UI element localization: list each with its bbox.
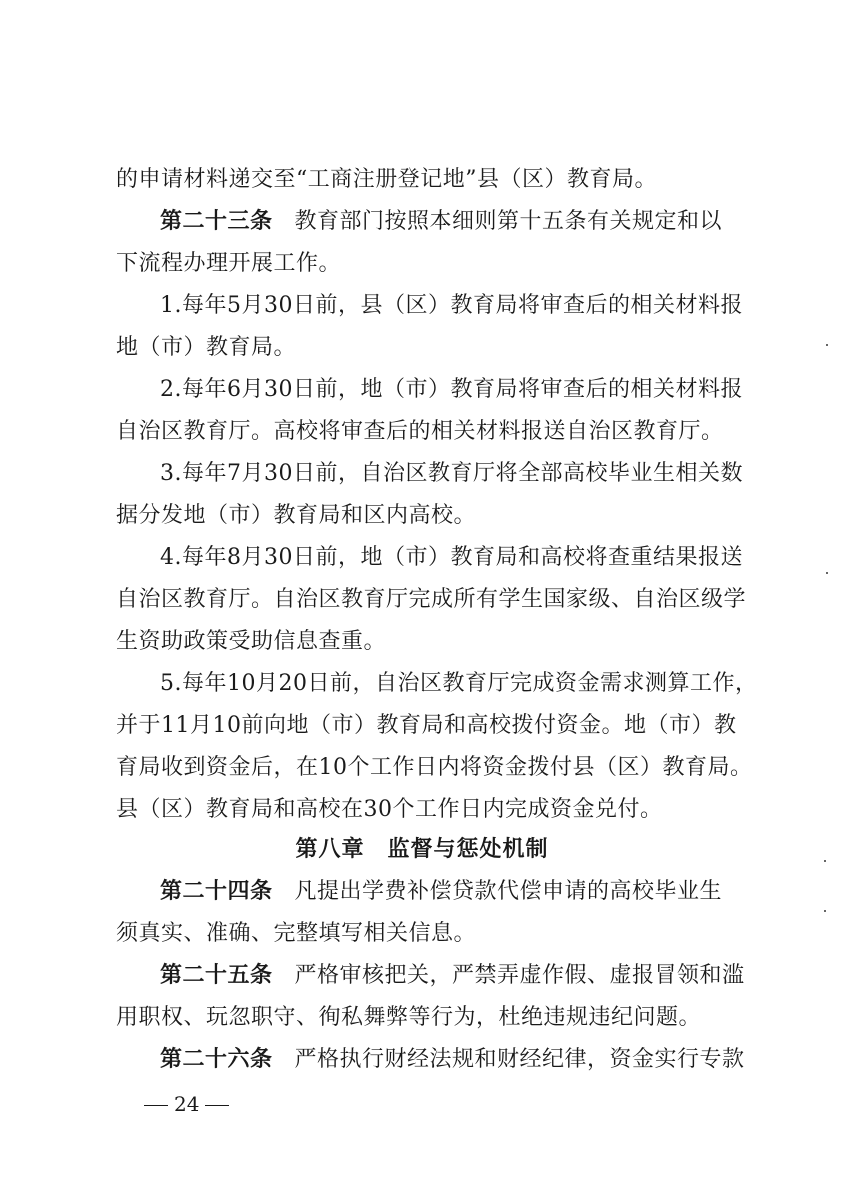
- article-23-heading: 第二十三条: [160, 209, 273, 234]
- article-25-line: [160, 962, 745, 990]
- text-line: 5.每年10月20日前，自治区教育厅完成资金需求测算工作，: [160, 671, 758, 696]
- text-line: 生资助政策受助信息查重。: [116, 629, 387, 654]
- text-line: 并于11月10前向地（市）教育局和高校拨付资金。地（市）教: [116, 713, 737, 738]
- text-line: 3.每年7月30日前，自治区教育厅将全部高校毕业生相关数: [160, 461, 743, 486]
- text-line: 地（市）教育局。: [116, 335, 297, 360]
- article-23-text: 教育部门按照本细则第十五条有关规定和以: [294, 209, 723, 234]
- text-line: 1.每年5月30日前，县（区）教育局将审查后的相关材料报: [160, 293, 743, 318]
- text-line: 4.每年8月30日前，地（市）教育局和高校将查重结果报送: [160, 545, 743, 570]
- article-26-text: 严格执行财经法规和财经纪律，资金实行专款: [294, 1047, 745, 1072]
- text-line: 用职权、玩忽职守、徇私舞弊等行为，杜绝违规违纪问题。: [116, 1005, 702, 1030]
- text-line: 县（区）教育局和高校在30个工作日内完成资金兑付。: [116, 797, 663, 822]
- page-footer: [138, 1092, 235, 1116]
- text-line: 自治区教育厅。自治区教育厅完成所有学生国家级、自治区级学: [116, 587, 747, 612]
- chapter-heading: 第八章 监督与惩处机制: [295, 837, 549, 862]
- text-line: 须真实、准确、完整填写相关信息。: [116, 921, 477, 946]
- article-23-line: [160, 208, 742, 236]
- footer-dash-right: [205, 1105, 229, 1106]
- scan-speck: [826, 344, 828, 346]
- text-line: 的申请材料递交至“工商注册登记地”县（区）教育局。: [116, 167, 657, 192]
- article-24-line: [160, 878, 742, 906]
- article-25-heading: 第二十五条: [160, 963, 273, 988]
- scan-speck: [826, 572, 828, 574]
- article-26-heading: 第二十六条: [160, 1047, 273, 1072]
- scan-speck: [824, 910, 826, 912]
- footer-dash-left: [144, 1105, 168, 1106]
- text-line: 自治区教育厅。高校将审查后的相关材料报送自治区教育厅。: [116, 419, 724, 444]
- text-line: 2.每年6月30日前，地（市）教育局将审查后的相关材料报: [160, 377, 743, 402]
- article-24-text: 凡提出学费补偿贷款代偿申请的高校毕业生: [294, 879, 723, 904]
- article-26-line: [160, 1046, 745, 1074]
- text-line: 下流程办理开展工作。: [116, 251, 342, 276]
- scan-speck: [824, 860, 826, 862]
- text-line: 育局收到资金后，在10个工作日内将资金拨付县（区）教育局。: [116, 755, 753, 780]
- article-24-heading: 第二十四条: [160, 879, 273, 904]
- article-25-text: 严格审核把关，严禁弄虚作假、虚报冒领和滥: [294, 963, 745, 988]
- text-line: 据分发地（市）教育局和区内高校。: [116, 503, 477, 528]
- page-number: 24: [174, 1092, 200, 1116]
